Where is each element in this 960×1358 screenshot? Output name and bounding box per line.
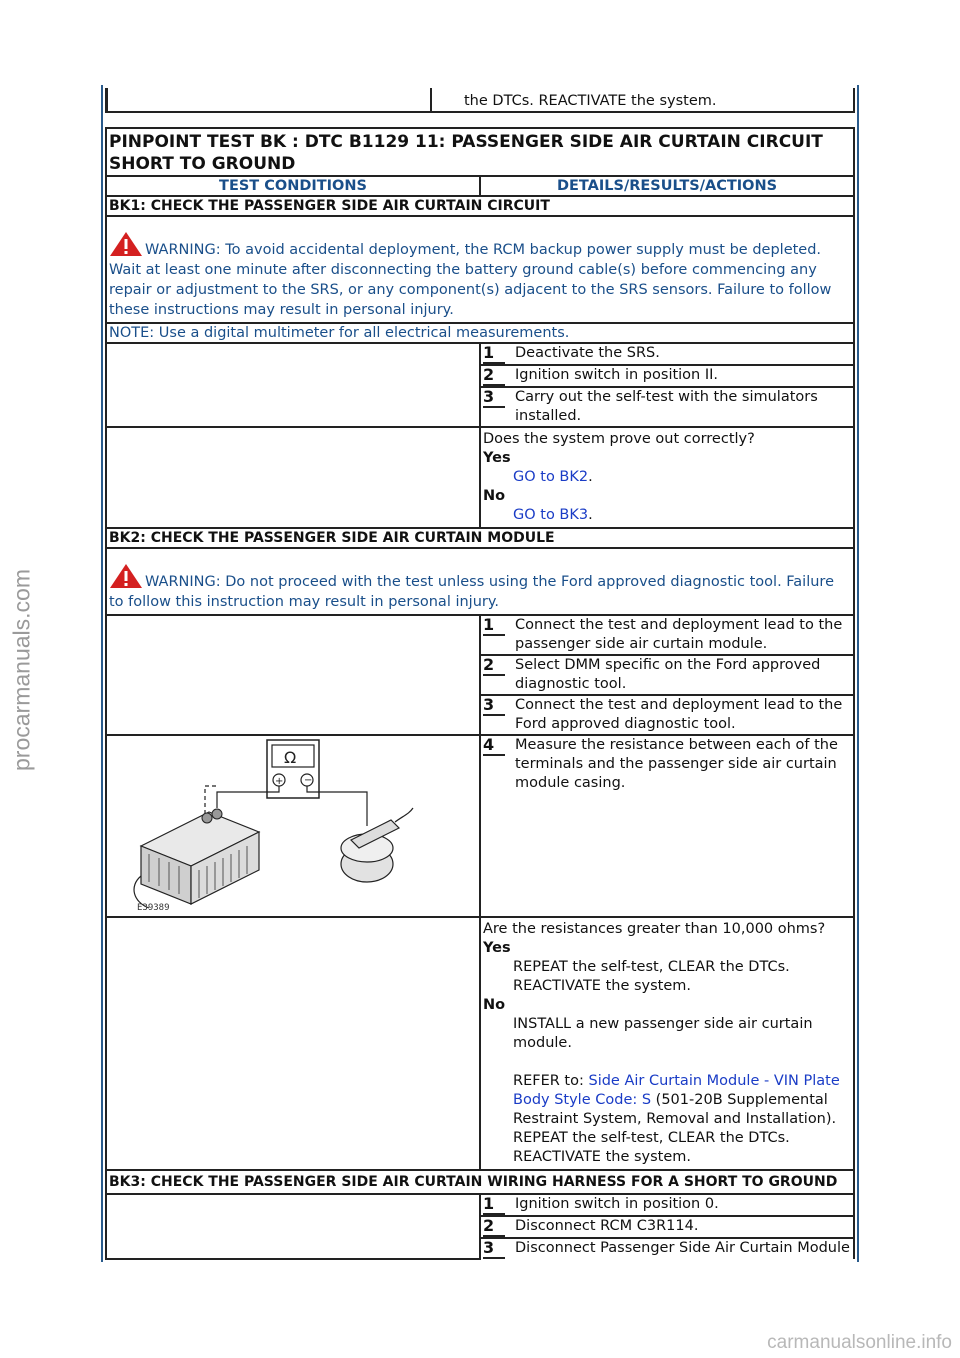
bk1-conditions-cell bbox=[106, 343, 480, 427]
step-text: Deactivate the SRS. bbox=[515, 345, 660, 361]
bk2-no-action-2: REPEAT the self-test, CLEAR the DTCs. REACTIVATE the system. bbox=[513, 1130, 790, 1165]
bk1-title: BK1: CHECK THE PASSENGER SIDE AIR CURTAIN CIRCUIT bbox=[106, 196, 854, 216]
bk1-step-2 bbox=[480, 365, 854, 387]
step-text: Ignition switch in position II. bbox=[515, 367, 719, 383]
step-text: Disconnect RCM C3R114. bbox=[515, 1218, 699, 1234]
bk2-title: BK2: CHECK THE PASSENGER SIDE AIR CURTAIN MODULE bbox=[106, 528, 854, 548]
document-page bbox=[105, 88, 855, 1260]
footer-watermark: carmanualsonline.info bbox=[767, 1332, 952, 1353]
bk2-warning bbox=[106, 548, 854, 615]
svg-text:Ω: Ω bbox=[284, 748, 297, 767]
step-number: 3 bbox=[483, 1239, 505, 1259]
svg-text:−: − bbox=[304, 775, 313, 786]
step-number: 3 bbox=[483, 696, 505, 716]
multimeter-module-illustration bbox=[119, 736, 419, 914]
right-margin-rule bbox=[857, 85, 859, 1262]
bk2-step-1 bbox=[480, 615, 854, 655]
continued-empty-cell bbox=[107, 88, 432, 112]
bk1-warning-text: WARNING: To avoid accidental deployment, the RCM backup power supply must be depleted. Wait at least one minute after disconnecting the battery ground cable(s) before commencing any repair or adjustment to the SRS, or any component(s) adjacent to the SRS sensors. Failure to follow these instructions may result in personal injury. bbox=[109, 242, 832, 318]
bk2-result bbox=[480, 917, 854, 1170]
bk2-figure-cell bbox=[106, 735, 480, 917]
bk1-note: NOTE: Use a digital multimeter for all electrical measurements. bbox=[106, 323, 854, 343]
bk2-warning-text: WARNING: Do not proceed with the test unless using the Ford approved diagnostic tool. Failure to follow this instruction may result in personal injury. bbox=[109, 574, 834, 610]
pinpoint-title: PINPOINT TEST BK : DTC B1129 11: PASSENGER SIDE AIR CURTAIN CIRCUIT SHORT TO GROUND bbox=[106, 128, 854, 176]
refer-link[interactable]: Side Air Curtain Module - VIN Plate Body Style Code: S bbox=[513, 1073, 840, 1108]
step-number: 3 bbox=[483, 388, 505, 408]
step-text: Connect the test and deployment lead to the Ford approved diagnostic tool. bbox=[515, 697, 843, 732]
step-number: 1 bbox=[483, 1195, 505, 1215]
bk1-step-1 bbox=[480, 343, 854, 365]
yes-label: Yes bbox=[483, 940, 511, 956]
bk2-conditions-cell bbox=[106, 615, 480, 735]
step-number: 2 bbox=[483, 656, 505, 676]
side-watermark-text: procarmanuals.com bbox=[8, 569, 35, 771]
step-text: Ignition switch in position 0. bbox=[515, 1196, 719, 1212]
left-margin-rule bbox=[101, 85, 103, 1262]
side-watermark bbox=[4, 550, 40, 790]
bk2-refer bbox=[483, 1072, 851, 1129]
figure-label: E39389 bbox=[137, 903, 170, 913]
step-number: 2 bbox=[483, 366, 505, 386]
bk1-question: Does the system prove out correctly? bbox=[483, 431, 755, 447]
bk2-step-2 bbox=[480, 655, 854, 695]
no-label: No bbox=[483, 997, 506, 1013]
bk3-step-2 bbox=[480, 1216, 854, 1238]
continued-cell bbox=[431, 88, 854, 112]
go-to-bk3-link[interactable]: GO to BK3 bbox=[513, 507, 589, 523]
bk1-result-conditions-cell bbox=[106, 427, 480, 528]
step-text: Select DMM specific on the Ford approved diagnostic tool. bbox=[515, 657, 821, 692]
bk1-result: Does the system prove out correctly? Yes GO to BK2. No GO to BK3. bbox=[480, 427, 854, 528]
refer-suffix: (501-20B Supplemental Restraint System, Removal and Installation). bbox=[513, 1092, 837, 1127]
header-details: DETAILS/RESULTS/ACTIONS bbox=[480, 176, 854, 196]
step-text: Connect the test and deployment lead to the passenger side air curtain module. bbox=[515, 617, 843, 652]
bk1-warning bbox=[106, 216, 854, 323]
continued-text: the DTCs. REACTIVATE the system. bbox=[464, 93, 717, 109]
multimeter-figure bbox=[109, 736, 477, 916]
bk2-step-3 bbox=[480, 695, 854, 735]
step-number: 2 bbox=[483, 1217, 505, 1237]
bk2-step-4 bbox=[480, 735, 854, 917]
step-number: 1 bbox=[483, 344, 505, 364]
bk3-step-3 bbox=[480, 1238, 854, 1259]
bk1-step-3 bbox=[480, 387, 854, 427]
continued-table bbox=[105, 88, 855, 113]
step-text: Measure the resistance between each of the terminals and the passenger side air curtain module casing. bbox=[515, 737, 838, 791]
step-number: 1 bbox=[483, 616, 505, 636]
step-text: Disconnect Passenger Side Air Curtain Module bbox=[515, 1240, 850, 1256]
bk3-conditions-cell bbox=[106, 1194, 480, 1259]
step-text: Carry out the self-test with the simulators installed. bbox=[515, 389, 818, 424]
warning-icon bbox=[109, 231, 143, 257]
no-label: No bbox=[483, 488, 506, 504]
bk3-title: BK3: CHECK THE PASSENGER SIDE AIR CURTAIN WIRING HARNESS FOR A SHORT TO GROUND bbox=[106, 1170, 854, 1194]
bk2-question: Are the resistances greater than 10,000 ohms? bbox=[483, 921, 826, 937]
header-test-conditions: TEST CONDITIONS bbox=[106, 176, 480, 196]
bk2-yes-action: REPEAT the self-test, CLEAR the DTCs. REACTIVATE the system. bbox=[513, 959, 790, 994]
bk2-result-conditions-cell bbox=[106, 917, 480, 1170]
yes-label: Yes bbox=[483, 450, 511, 466]
pinpoint-test-table bbox=[105, 127, 855, 1260]
bk2-no-action: INSTALL a new passenger side air curtain module. bbox=[513, 1016, 813, 1051]
refer-prefix: REFER to: bbox=[513, 1073, 584, 1089]
bk3-step-1 bbox=[480, 1194, 854, 1216]
go-to-bk2-link[interactable]: GO to BK2 bbox=[513, 469, 589, 485]
step-number: 4 bbox=[483, 736, 505, 756]
warning-icon bbox=[109, 563, 143, 589]
svg-text:+: + bbox=[275, 776, 284, 787]
